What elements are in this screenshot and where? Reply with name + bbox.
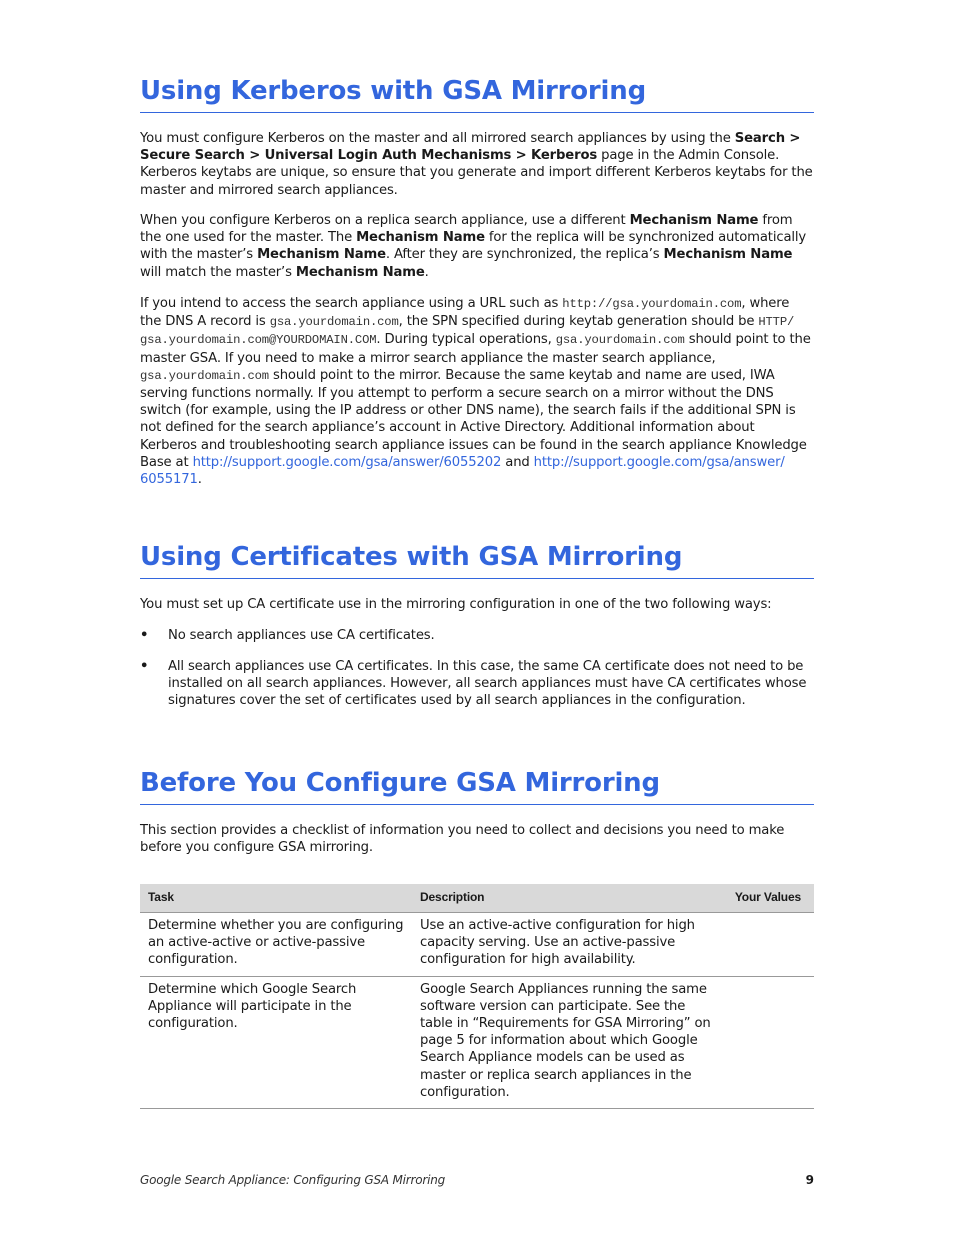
url-code: http://gsa.yourdomain.com bbox=[562, 297, 742, 311]
dns-code: gsa.yourdomain.com bbox=[140, 368, 269, 383]
checklist-table bbox=[140, 884, 814, 1109]
bullet-icon: • bbox=[140, 628, 149, 643]
certificates-intro: You must set up CA certificate use in the mirroring configuration in one of the two following ways: bbox=[140, 597, 772, 612]
kerberos-paragraph-2: When you configure Kerberos on a replica search appliance, use a different Mechanism Name from the one used for the master. The Mechanism Name for the replica will be synchronized automatically with the master’s Mechanism Name. After they are synchronized, the replica’s Mechanism Name will match the master’s Mechanism Name. bbox=[140, 213, 807, 280]
column-header-description: Description bbox=[412, 884, 722, 913]
footer-page-number: 9 bbox=[805, 1173, 814, 1187]
kerberos-paragraph-3: If you intend to access the search appliance using a URL such as http://gsa.yourdomain.com, where the DNS A record is gsa.yourdomain.com, the SPN specified during keytab generation should be HTTP/ gsa.yourdomain.com@YOURDOMAIN.COM. During typical operations, gsa.yourdomain.com should point to the master GSA. If you need to make a mirror search appliance the master search appliance, gsa.yourdomain.com should point to the mirror. Because the same keytab and name are used, IWA serving functions normally. If you attempt to perform a secure search on a mirror without the DNS switch (for example, using the IP address or other DNS name), the search fails if the additional SPN is not defined for the search appliance’s account in Active Directory. Additional information about Kerberos and troubleshooting search appliance issues can be found in the search appliance Knowledge Base at http://support.google.com/gsa/answer/6055202 and http://support.google.com/gsa/answer/ 6055171. bbox=[140, 296, 811, 488]
footer-document-title: Google Search Appliance: Configuring GSA Mirroring bbox=[140, 1173, 446, 1187]
dns-code: gsa.yourdomain.com bbox=[555, 333, 685, 348]
table-row bbox=[140, 976, 814, 1108]
heading-kerberos: Using Kerberos with GSA Mirroring bbox=[140, 75, 814, 113]
kerberos-paragraph-1: You must configure Kerberos on the master and all mirrored search appliances by using the Search > Secure Search > Universal Login Auth Mechanisms > Kerberos page in the Admin Console. Kerberos keytabs are unique, so ensure that you generate and import different Kerberos keytabs for the master and mirrored search appliances. bbox=[140, 131, 813, 198]
table-header-row bbox=[140, 884, 814, 913]
description-cell: Use an active-active configuration for high capacity serving. Use an active-passive configuration for high availability. bbox=[412, 913, 722, 977]
dns-record-code: gsa.yourdomain.com bbox=[269, 315, 399, 330]
spn-code: HTTP/ gsa.yourdomain.com@YOURDOMAIN.COM bbox=[140, 315, 795, 348]
task-cell: Determine whether you are configuring an active-active or active-passive configuration. bbox=[140, 913, 412, 977]
your-values-cell bbox=[722, 976, 814, 1108]
kb-link-6055171[interactable]: http://support.google.com/gsa/answer/ 6055171 bbox=[140, 454, 785, 488]
before-configure-intro: This section provides a checklist of information you need to collect and decisions you need to make before you configure GSA mirroring. bbox=[140, 823, 785, 856]
heading-before-configure: Before You Configure GSA Mirroring bbox=[140, 767, 814, 805]
kb-link-6055202[interactable]: http://support.google.com/gsa/answer/6055202 bbox=[192, 454, 502, 470]
your-values-cell bbox=[722, 913, 814, 977]
table-row bbox=[140, 913, 814, 977]
heading-certificates: Using Certificates with GSA Mirroring bbox=[140, 541, 814, 579]
task-cell: Determine which Google Search Appliance will participate in the configuration. bbox=[140, 976, 412, 1108]
description-cell: Google Search Appliances running the same software version can participate. See the table in “Requirements for GSA Mirroring” on page 5 for information about which Google Search Appliance models can be used as master or replica search appliances in the configuration. bbox=[412, 976, 722, 1108]
column-header-task: Task bbox=[140, 884, 412, 913]
column-header-your-values: Your Values bbox=[722, 884, 814, 913]
bullet-icon: • bbox=[140, 659, 149, 674]
